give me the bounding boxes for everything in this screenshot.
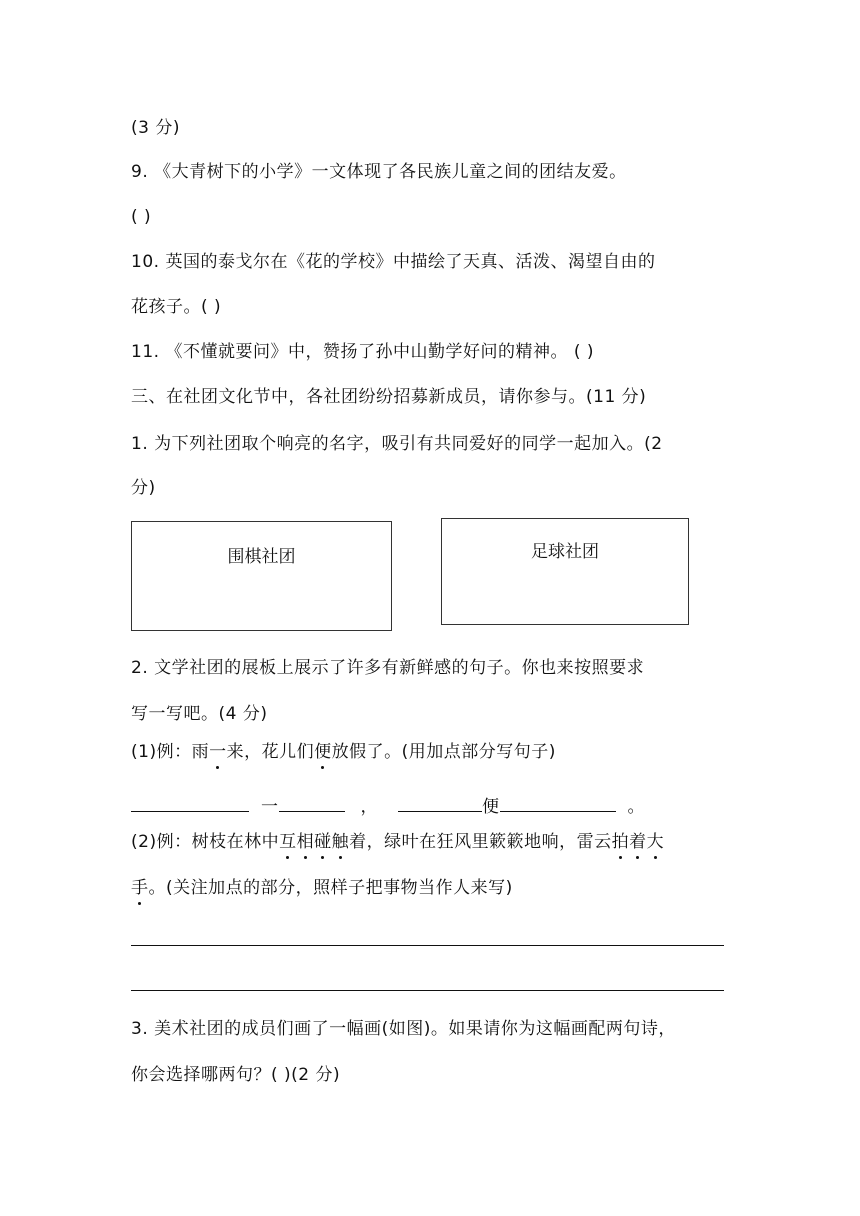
zuqiu-club-box[interactable] [441, 518, 689, 625]
emphasis-char: 触 [331, 832, 350, 852]
emphasis-char: 碰 [314, 832, 332, 852]
example-2-instruction: 。(关注加点的部分，照样子把事物当作人来写) [148, 878, 513, 898]
question-9: 9. 《大青树下的小学》一文体现了各民族儿童之间的团结友爱。 [131, 162, 627, 182]
question-10-line1: 10. 英国的泰戈尔在《花的学校》中描绘了天真、活泼、渴望自由的 [131, 252, 656, 272]
answer-line-1[interactable] [131, 945, 724, 946]
section-3-heading: 三、在社团文化节中，各社团纷纷招募新成员，请你参与。(11 分) [131, 387, 647, 407]
emphasis-char: 便 [314, 742, 332, 762]
emphasis-char: 拍 [611, 832, 630, 852]
answer-blank[interactable] [398, 795, 482, 812]
weiqi-club-label: 围棋社团 [227, 547, 296, 567]
emphasis-char: 着 [629, 832, 647, 852]
example-1-part3: 放假了。(用加点部分写句子) [331, 742, 556, 762]
emphasis-char: 互 [279, 832, 297, 852]
fill-comma: ， [360, 797, 378, 817]
question-3-1-line1: 1. 为下列社团取个响亮的名字，吸引有共同爱好的同学一起加入。(2 [131, 434, 663, 454]
fill-yi: 一 [261, 797, 279, 817]
emphasis-char: 一 [209, 742, 227, 762]
example-2-part1: (2)例：树枝在林中 [131, 832, 280, 852]
example-1 [131, 741, 556, 763]
answer-line-2[interactable] [131, 990, 724, 991]
question-3-3-line1: 3. 美术社团的成员们画了一幅画(如图)。如果请你为这幅画配两句诗， [131, 1019, 676, 1039]
fill-bian: 便 [482, 797, 500, 817]
example-1-part2: 来，花儿们 [226, 742, 315, 762]
answer-blank-9: ( ) [131, 207, 152, 227]
emphasis-char: 相 [296, 832, 315, 852]
question-3-2-line1: 2. 文学社团的展板上展示了许多有新鲜感的句子。你也来按照要求 [131, 658, 645, 678]
zuqiu-club-label: 足球社团 [531, 542, 599, 562]
example-2-line1 [131, 831, 664, 853]
example-2-part2: 着，绿叶在狂风里簌簌地响，雷云 [349, 832, 612, 852]
score-note: (3 分) [131, 118, 180, 138]
answer-blank[interactable] [500, 795, 616, 812]
question-11: 11. 《不懂就要问》中，赞扬了孙中山勤学好问的精神。 ( ) [131, 342, 595, 362]
question-3-1-line2: 分) [131, 478, 156, 498]
question-3-3-line2: 你会选择哪两句？( )(2 分) [131, 1065, 341, 1085]
example-1-part1: (1)例：雨 [131, 742, 210, 762]
emphasis-char: 大 [646, 832, 665, 852]
answer-blank[interactable] [131, 795, 249, 812]
question-10-line2: 花孩子。( ) [131, 297, 222, 317]
example-2-line2 [131, 877, 513, 899]
weiqi-club-box[interactable] [131, 521, 392, 631]
fill-in-line-1 [131, 795, 645, 818]
question-3-2-line2: 写一写吧。(4 分) [131, 704, 268, 724]
answer-blank[interactable] [279, 795, 345, 812]
emphasis-char: 手 [131, 878, 149, 898]
fill-period: 。 [627, 797, 645, 817]
